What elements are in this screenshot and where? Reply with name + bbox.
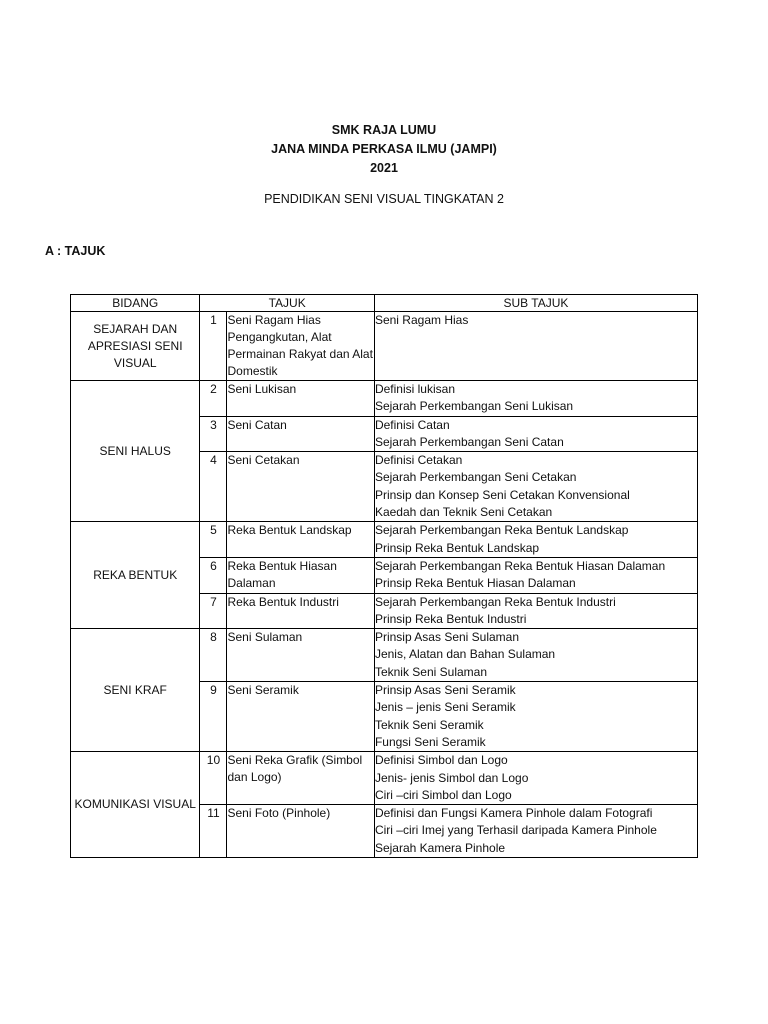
subject-title: PENDIDIKAN SENI VISUAL TINGKATAN 2 — [264, 192, 504, 206]
cell-number: 7 — [200, 593, 227, 629]
cell-tajuk: Reka Bentuk Hiasan Dalaman — [227, 557, 374, 593]
cell-number: 5 — [200, 522, 227, 558]
school-name: SMK RAJA LUMU — [331, 123, 437, 137]
cell-tajuk: Seni Sulaman — [227, 629, 374, 682]
sub-tajuk-item: Prinsip Asas Seni Seramik — [374, 683, 516, 698]
sub-tajuk-item: Sejarah Perkembangan Reka Bentuk Industri — [374, 594, 616, 609]
cell-bidang: SENI KRAF — [71, 629, 200, 752]
header-sub-tajuk: SUB TAJUK — [374, 295, 697, 312]
cell-bidang: KOMUNIKASI VISUAL — [71, 752, 200, 858]
header-tajuk: TAJUK — [200, 295, 375, 312]
cell-tajuk: Seni Catan — [227, 416, 374, 452]
cell-tajuk: Reka Bentuk Industri — [227, 593, 374, 629]
cell-sub-tajuk — [374, 805, 697, 858]
cell-number: 9 — [200, 682, 227, 752]
cell-sub-tajuk — [374, 557, 697, 593]
sub-tajuk-item: Prinsip Reka Bentuk Industri — [374, 611, 527, 626]
sub-tajuk-item: Ciri –ciri Simbol dan Logo — [374, 787, 512, 802]
sub-tajuk-item: Jenis – jenis Seni Seramik — [374, 700, 516, 715]
sub-tajuk-item: Ciri –ciri Imej yang Terhasil daripada Kamera Pinhole — [374, 823, 657, 838]
sub-tajuk-item: Definisi Cetakan — [374, 453, 463, 468]
sub-tajuk-item: Prinsip Reka Bentuk Hiasan Dalaman — [374, 576, 576, 591]
cell-tajuk: Seni Reka Grafik (Simbol dan Logo) — [227, 752, 374, 805]
cell-tajuk: Seni Foto (Pinhole) — [227, 805, 374, 858]
table-row — [71, 522, 698, 558]
sub-tajuk-item: Sejarah Perkembangan Seni Lukisan — [374, 399, 574, 414]
cell-sub-tajuk — [374, 522, 697, 558]
cell-tajuk: Reka Bentuk Landskap — [227, 522, 374, 558]
cell-sub-tajuk — [374, 682, 697, 752]
cell-tajuk: Seni Seramik — [227, 682, 374, 752]
topics-table — [70, 294, 698, 858]
table-body — [71, 312, 698, 858]
cell-sub-tajuk — [374, 752, 697, 805]
cell-number: 11 — [200, 805, 227, 858]
cell-bidang: REKA BENTUK — [71, 522, 200, 629]
cell-sub-tajuk — [374, 416, 697, 452]
document-year: 2021 — [370, 161, 398, 175]
sub-tajuk-item: Prinsip Reka Bentuk Landskap — [374, 540, 540, 555]
table-row — [71, 381, 698, 417]
cell-number: 1 — [200, 312, 227, 381]
sub-tajuk-item: Seni Ragam Hias — [374, 313, 469, 327]
program-name: JANA MINDA PERKASA ILMU (JAMPI) — [271, 142, 497, 156]
sub-tajuk-item: Jenis, Alatan dan Bahan Sulaman — [374, 647, 556, 662]
cell-sub-tajuk — [374, 629, 697, 682]
cell-number: 2 — [200, 381, 227, 417]
sub-tajuk-item: Sejarah Perkembangan Reka Bentuk Hiasan Dalaman — [374, 558, 666, 573]
sub-tajuk-item: Teknik Seni Sulaman — [374, 664, 488, 679]
header-bidang: BIDANG — [71, 295, 200, 312]
cell-number: 8 — [200, 629, 227, 682]
sub-tajuk-item: Sejarah Perkembangan Reka Bentuk Landskap — [374, 523, 629, 538]
cell-sub-tajuk — [374, 381, 697, 417]
cell-bidang: SEJARAH DAN APRESIASI SENI VISUAL — [71, 312, 200, 381]
cell-sub-tajuk — [374, 593, 697, 629]
table-row — [71, 629, 698, 682]
table-header-row — [71, 295, 698, 312]
sub-tajuk-item: Prinsip Asas Seni Sulaman — [374, 630, 520, 645]
sub-tajuk-item: Definisi Simbol dan Logo — [374, 753, 508, 768]
document-header — [0, 121, 768, 178]
sub-tajuk-item: Definisi Catan — [374, 417, 450, 432]
sub-tajuk-item: Fungsi Seni Seramik — [374, 734, 486, 749]
cell-number: 10 — [200, 752, 227, 805]
cell-number: 6 — [200, 557, 227, 593]
cell-sub-tajuk — [374, 312, 697, 381]
sub-tajuk-item: Sejarah Perkembangan Seni Cetakan — [374, 470, 577, 485]
sub-tajuk-item: Sejarah Kamera Pinhole — [374, 840, 506, 855]
sub-tajuk-item: Jenis- jenis Simbol dan Logo — [374, 770, 529, 785]
sub-tajuk-item: Sejarah Perkembangan Seni Catan — [374, 434, 564, 449]
section-title: A : TAJUK — [45, 244, 106, 258]
table-row — [71, 752, 698, 805]
cell-sub-tajuk — [374, 452, 697, 522]
cell-number: 4 — [200, 452, 227, 522]
cell-number: 3 — [200, 416, 227, 452]
cell-tajuk: Seni Ragam Hias Pengangkutan, Alat Permainan Rakyat dan Alat Domestik — [227, 312, 374, 381]
cell-tajuk: Seni Lukisan — [227, 381, 374, 417]
table-row — [71, 312, 698, 381]
cell-tajuk: Seni Cetakan — [227, 452, 374, 522]
sub-tajuk-item: Definisi dan Fungsi Kamera Pinhole dalam Fotografi — [374, 806, 653, 821]
cell-bidang: SENI HALUS — [71, 381, 200, 522]
sub-tajuk-item: Definisi lukisan — [374, 382, 455, 396]
sub-tajuk-item: Teknik Seni Seramik — [374, 717, 484, 732]
sub-tajuk-item: Prinsip dan Konsep Seni Cetakan Konvensional — [374, 487, 630, 502]
sub-tajuk-item: Kaedah dan Teknik Seni Cetakan — [374, 505, 553, 520]
